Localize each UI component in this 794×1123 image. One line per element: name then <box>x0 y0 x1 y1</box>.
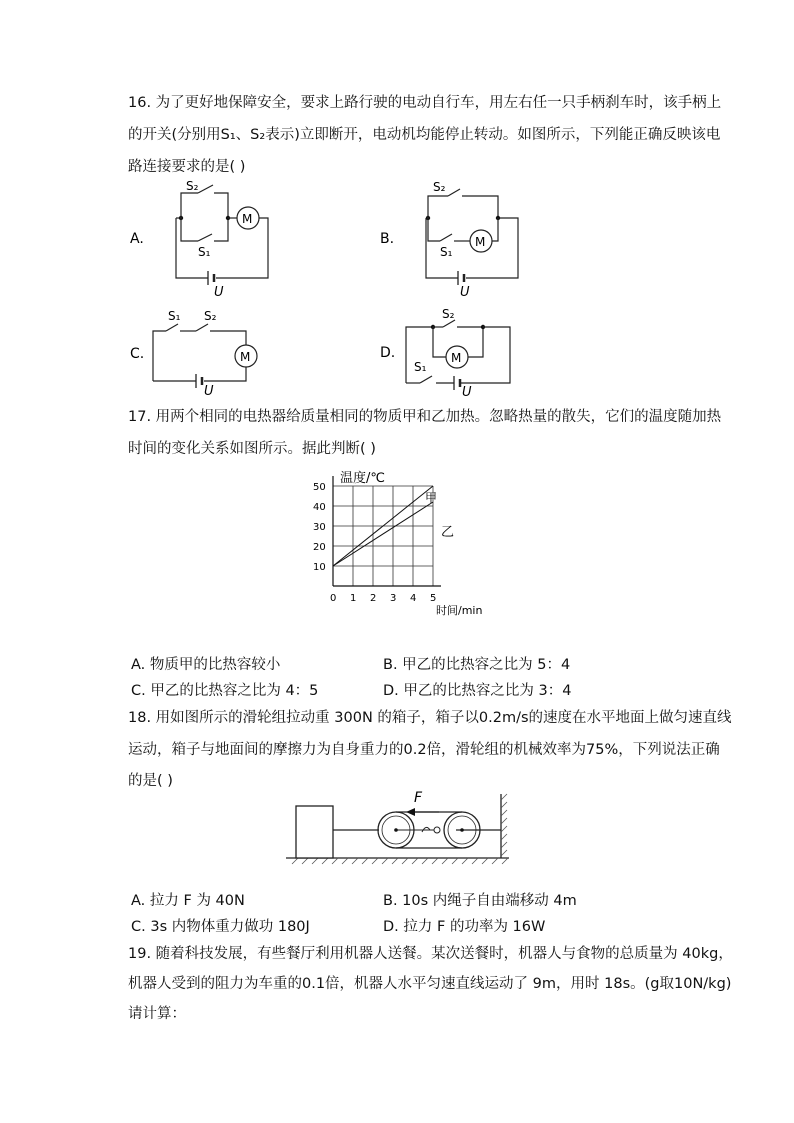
q18-line-3: 的是( ) <box>128 773 173 789</box>
y-tick-label: 30 <box>313 522 326 533</box>
switch-s1-label-c: S₁ <box>168 309 181 323</box>
x-tick-label: 5 <box>430 593 437 604</box>
q16-line-3: 路连接要求的是( ) <box>128 159 246 175</box>
y-tick-label: 20 <box>313 542 326 553</box>
force-label: F <box>414 790 423 806</box>
q18-option-d: D. 拉力 F 的功率为 16W <box>383 919 546 935</box>
x-tick-label: 2 <box>370 593 377 604</box>
q16-line-1: 16. 为了更好地保障安全，要求上路行驶的电动自行车，用左右任一只手柄刹车时，该手柄上 <box>128 95 722 111</box>
wall-hatch <box>501 794 507 856</box>
voltage-label-a: U <box>214 285 224 298</box>
option-label-c: C. <box>130 346 145 362</box>
motor-label-c: M <box>240 350 251 364</box>
circuit-a <box>128 178 298 298</box>
x-tick-label: 1 <box>350 593 357 604</box>
q17-line-1: 17. 用两个相同的电热器给质量相同的物质甲和乙加热。忽略热量的散失，它们的温度随加热 <box>128 409 722 425</box>
x-tick-label: 4 <box>410 593 417 604</box>
q17-option-a: A. 物质甲的比热容较小 <box>131 657 281 673</box>
q17-option-d: D. 甲乙的比热容之比为 3：4 <box>383 683 572 699</box>
series-line-yi <box>333 502 433 566</box>
motor-label-d: M <box>451 351 462 365</box>
switch-s2-label-c: S₂ <box>204 309 217 323</box>
q17-option-b: B. 甲乙的比热容之比为 5：4 <box>383 657 571 673</box>
x-tick-label: 3 <box>390 593 397 604</box>
ground-hatch <box>292 858 508 864</box>
option-label-a: A. <box>130 231 144 247</box>
circuit-b <box>378 178 548 298</box>
q18-option-a: A. 拉力 F 为 40N <box>131 893 245 909</box>
pulley-diagram <box>284 788 524 868</box>
box <box>296 806 333 858</box>
option-label-b: B. <box>380 231 395 247</box>
q17-option-c: C. 甲乙的比热容之比为 4：5 <box>131 683 319 699</box>
y-tick-label: 40 <box>313 502 326 513</box>
series-label-yi: 乙 <box>441 525 455 540</box>
voltage-label-c: U <box>204 384 214 396</box>
x-tick-label: 0 <box>330 593 337 604</box>
series-label-jia: 甲 <box>425 491 438 505</box>
voltage-label-d: U <box>462 385 472 397</box>
switch-s2-label-a: S₂ <box>186 179 199 193</box>
q18-option-b: B. 10s 内绳子自由端移动 4m <box>383 893 577 909</box>
q19-line-3: 请计算： <box>128 1006 186 1022</box>
chart-ylabel: 温度/℃ <box>340 471 385 486</box>
motor-label-b: M <box>475 235 486 249</box>
switch-s2-label-d: S₂ <box>442 307 455 321</box>
force-arrow <box>406 808 415 816</box>
q16-line-2: 的开关(分别用S₁、S₂表示)立即断开，电动机均能停止转动。如图所示，下列能正确反映该电 <box>128 127 721 143</box>
motor-label-a: M <box>242 212 253 226</box>
chart-xlabel: 时间/min <box>436 604 483 617</box>
voltage-label-b: U <box>460 285 470 298</box>
y-tick-label: 10 <box>313 562 326 573</box>
switch-s1-label-a: S₁ <box>198 245 211 259</box>
circuit-c <box>128 306 278 396</box>
switch-s1-label-b: S₁ <box>440 245 453 259</box>
q19-line-2: 机器人受到的阻力为车重的0.1倍，机器人水平匀速直线运动了 9m，用时 18s。(g取10N/kg) <box>128 976 732 992</box>
switch-s2-label-b: S₂ <box>433 180 446 194</box>
q19-line-1: 19. 随着科技发展，有些餐厅利用机器人送餐。某次送餐时，机器人与食物的总质量为 40kg， <box>128 946 733 962</box>
y-tick-label: 50 <box>313 482 326 493</box>
switch-s1-label-d: S₁ <box>414 360 427 374</box>
q17-line-2: 时间的变化关系如图所示。据此判断( ) <box>128 441 376 457</box>
option-label-d: D. <box>380 345 396 361</box>
q18-option-c: C. 3s 内物体重力做功 180J <box>131 919 310 935</box>
circuit-d <box>378 305 528 397</box>
q18-line-1: 18. 用如图所示的滑轮组拉动重 300N 的箱子，箱子以0.2m/s的速度在水平地面上做匀速直线 <box>128 710 732 726</box>
temperature-time-chart <box>305 466 505 626</box>
q18-line-2: 运动，箱子与地面间的摩擦力为自身重力的0.2倍，滑轮组的机械效率为75%，下列说法正确 <box>128 742 720 758</box>
